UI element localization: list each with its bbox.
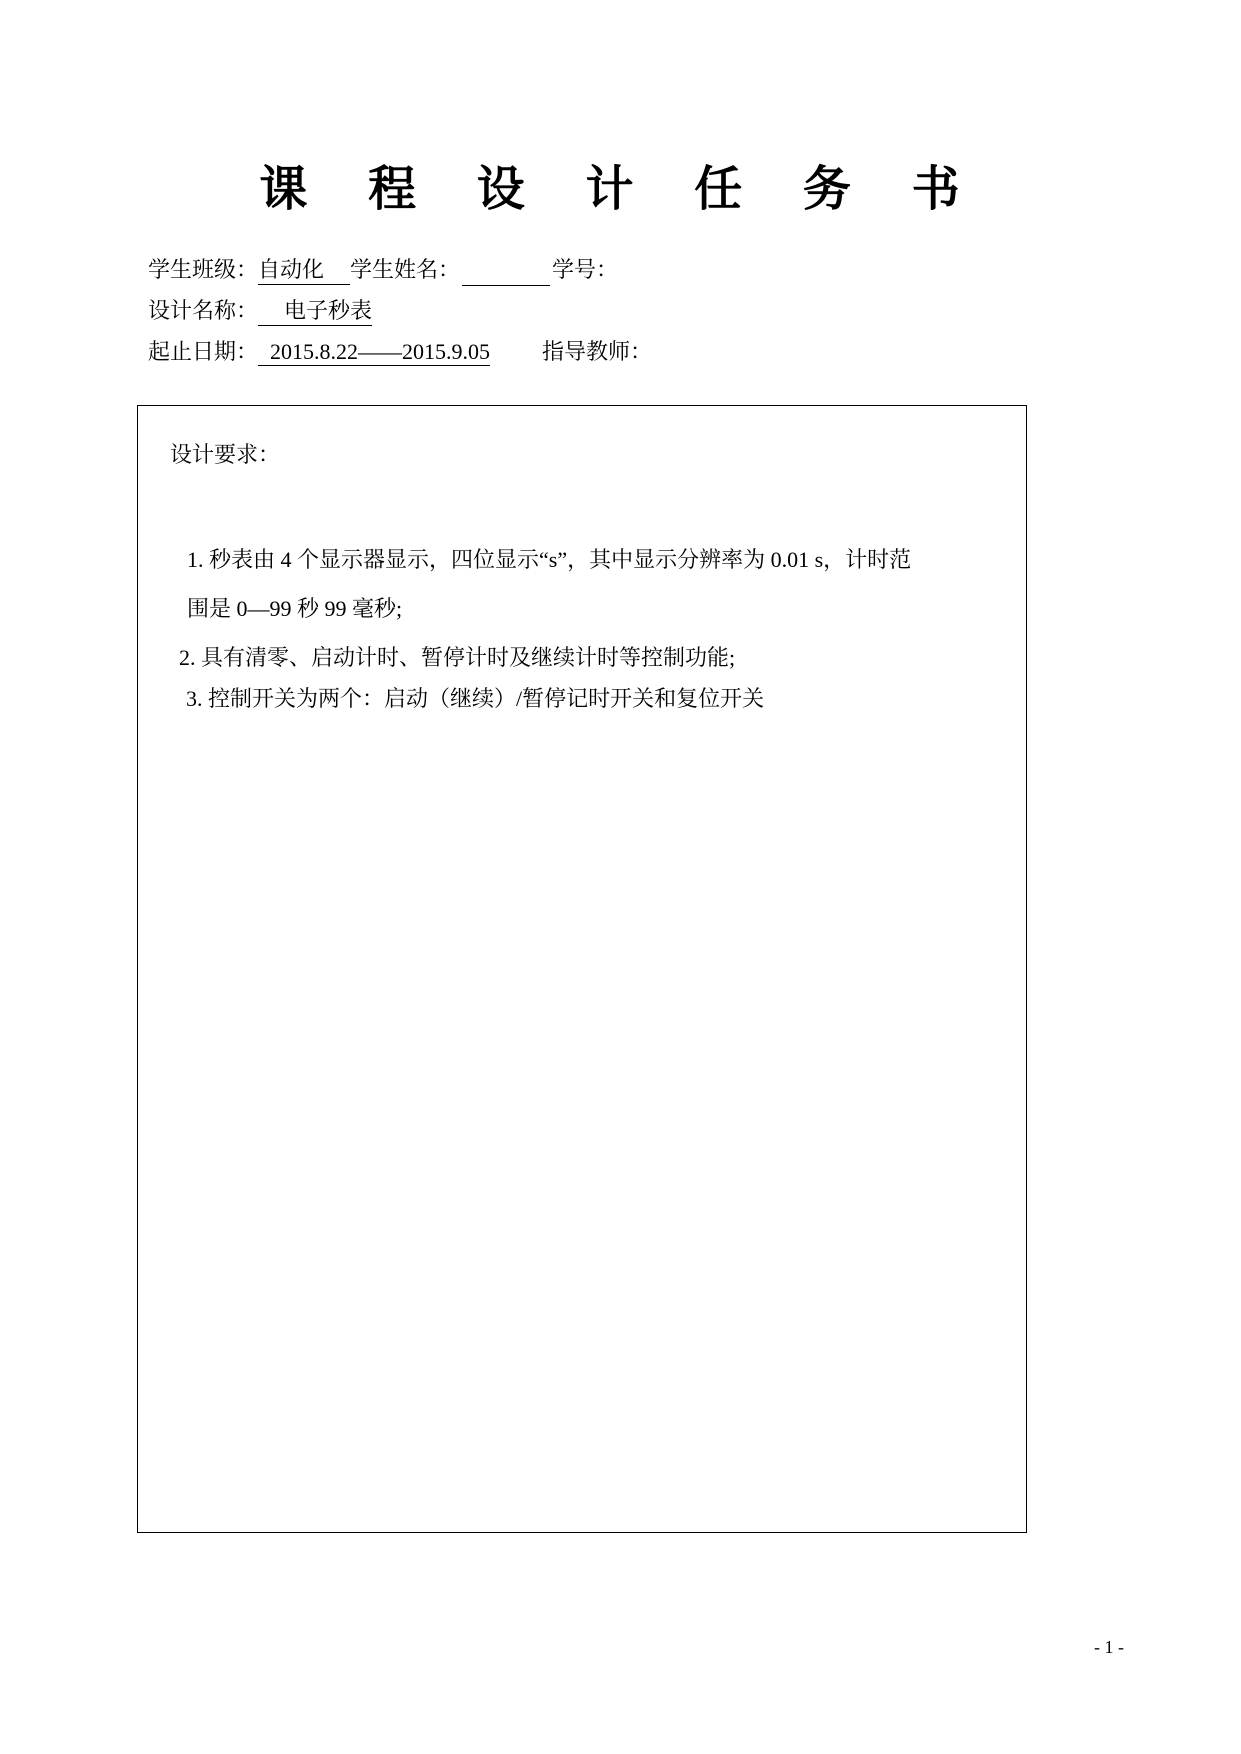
date-label: 起止日期： bbox=[148, 340, 259, 365]
design-name-value: 电子秒表 bbox=[258, 299, 372, 326]
date-value: 2015.8.22——2015.9.05 bbox=[258, 339, 490, 366]
document-title: 课 程 设 计 任 务 书 bbox=[259, 161, 982, 217]
date-row bbox=[148, 338, 652, 368]
requirement-item-1: 1. 秒表由 4 个显示器显示，四位显示“s”，其中显示分辨率为 0.01 s，计时范 bbox=[187, 547, 912, 572]
requirement-item-3: 3. 控制开关为两个：启动（继续）/暂停记时开关和复位开关 bbox=[186, 686, 765, 711]
student-id-label: 学号： bbox=[552, 258, 619, 283]
requirement-item-2: 2. 具有清零、启动计时、暂停计时及继续计时等控制功能; bbox=[179, 645, 736, 670]
class-info-row bbox=[148, 256, 618, 286]
student-name-label: 学生姓名： bbox=[350, 258, 461, 283]
teacher-label: 指导教师： bbox=[542, 340, 653, 365]
requirements-label: 设计要求： bbox=[170, 443, 281, 468]
design-name-row bbox=[148, 297, 372, 327]
class-label: 学生班级： bbox=[148, 258, 259, 283]
page-number: - 1 - bbox=[1094, 1637, 1124, 1657]
class-value: 自动化 bbox=[258, 258, 350, 285]
requirement-item-1-continued: 围是 0—99 秒 99 毫秒; bbox=[187, 596, 403, 621]
student-name-blank bbox=[462, 265, 550, 286]
design-name-label: 设计名称： bbox=[148, 299, 259, 324]
